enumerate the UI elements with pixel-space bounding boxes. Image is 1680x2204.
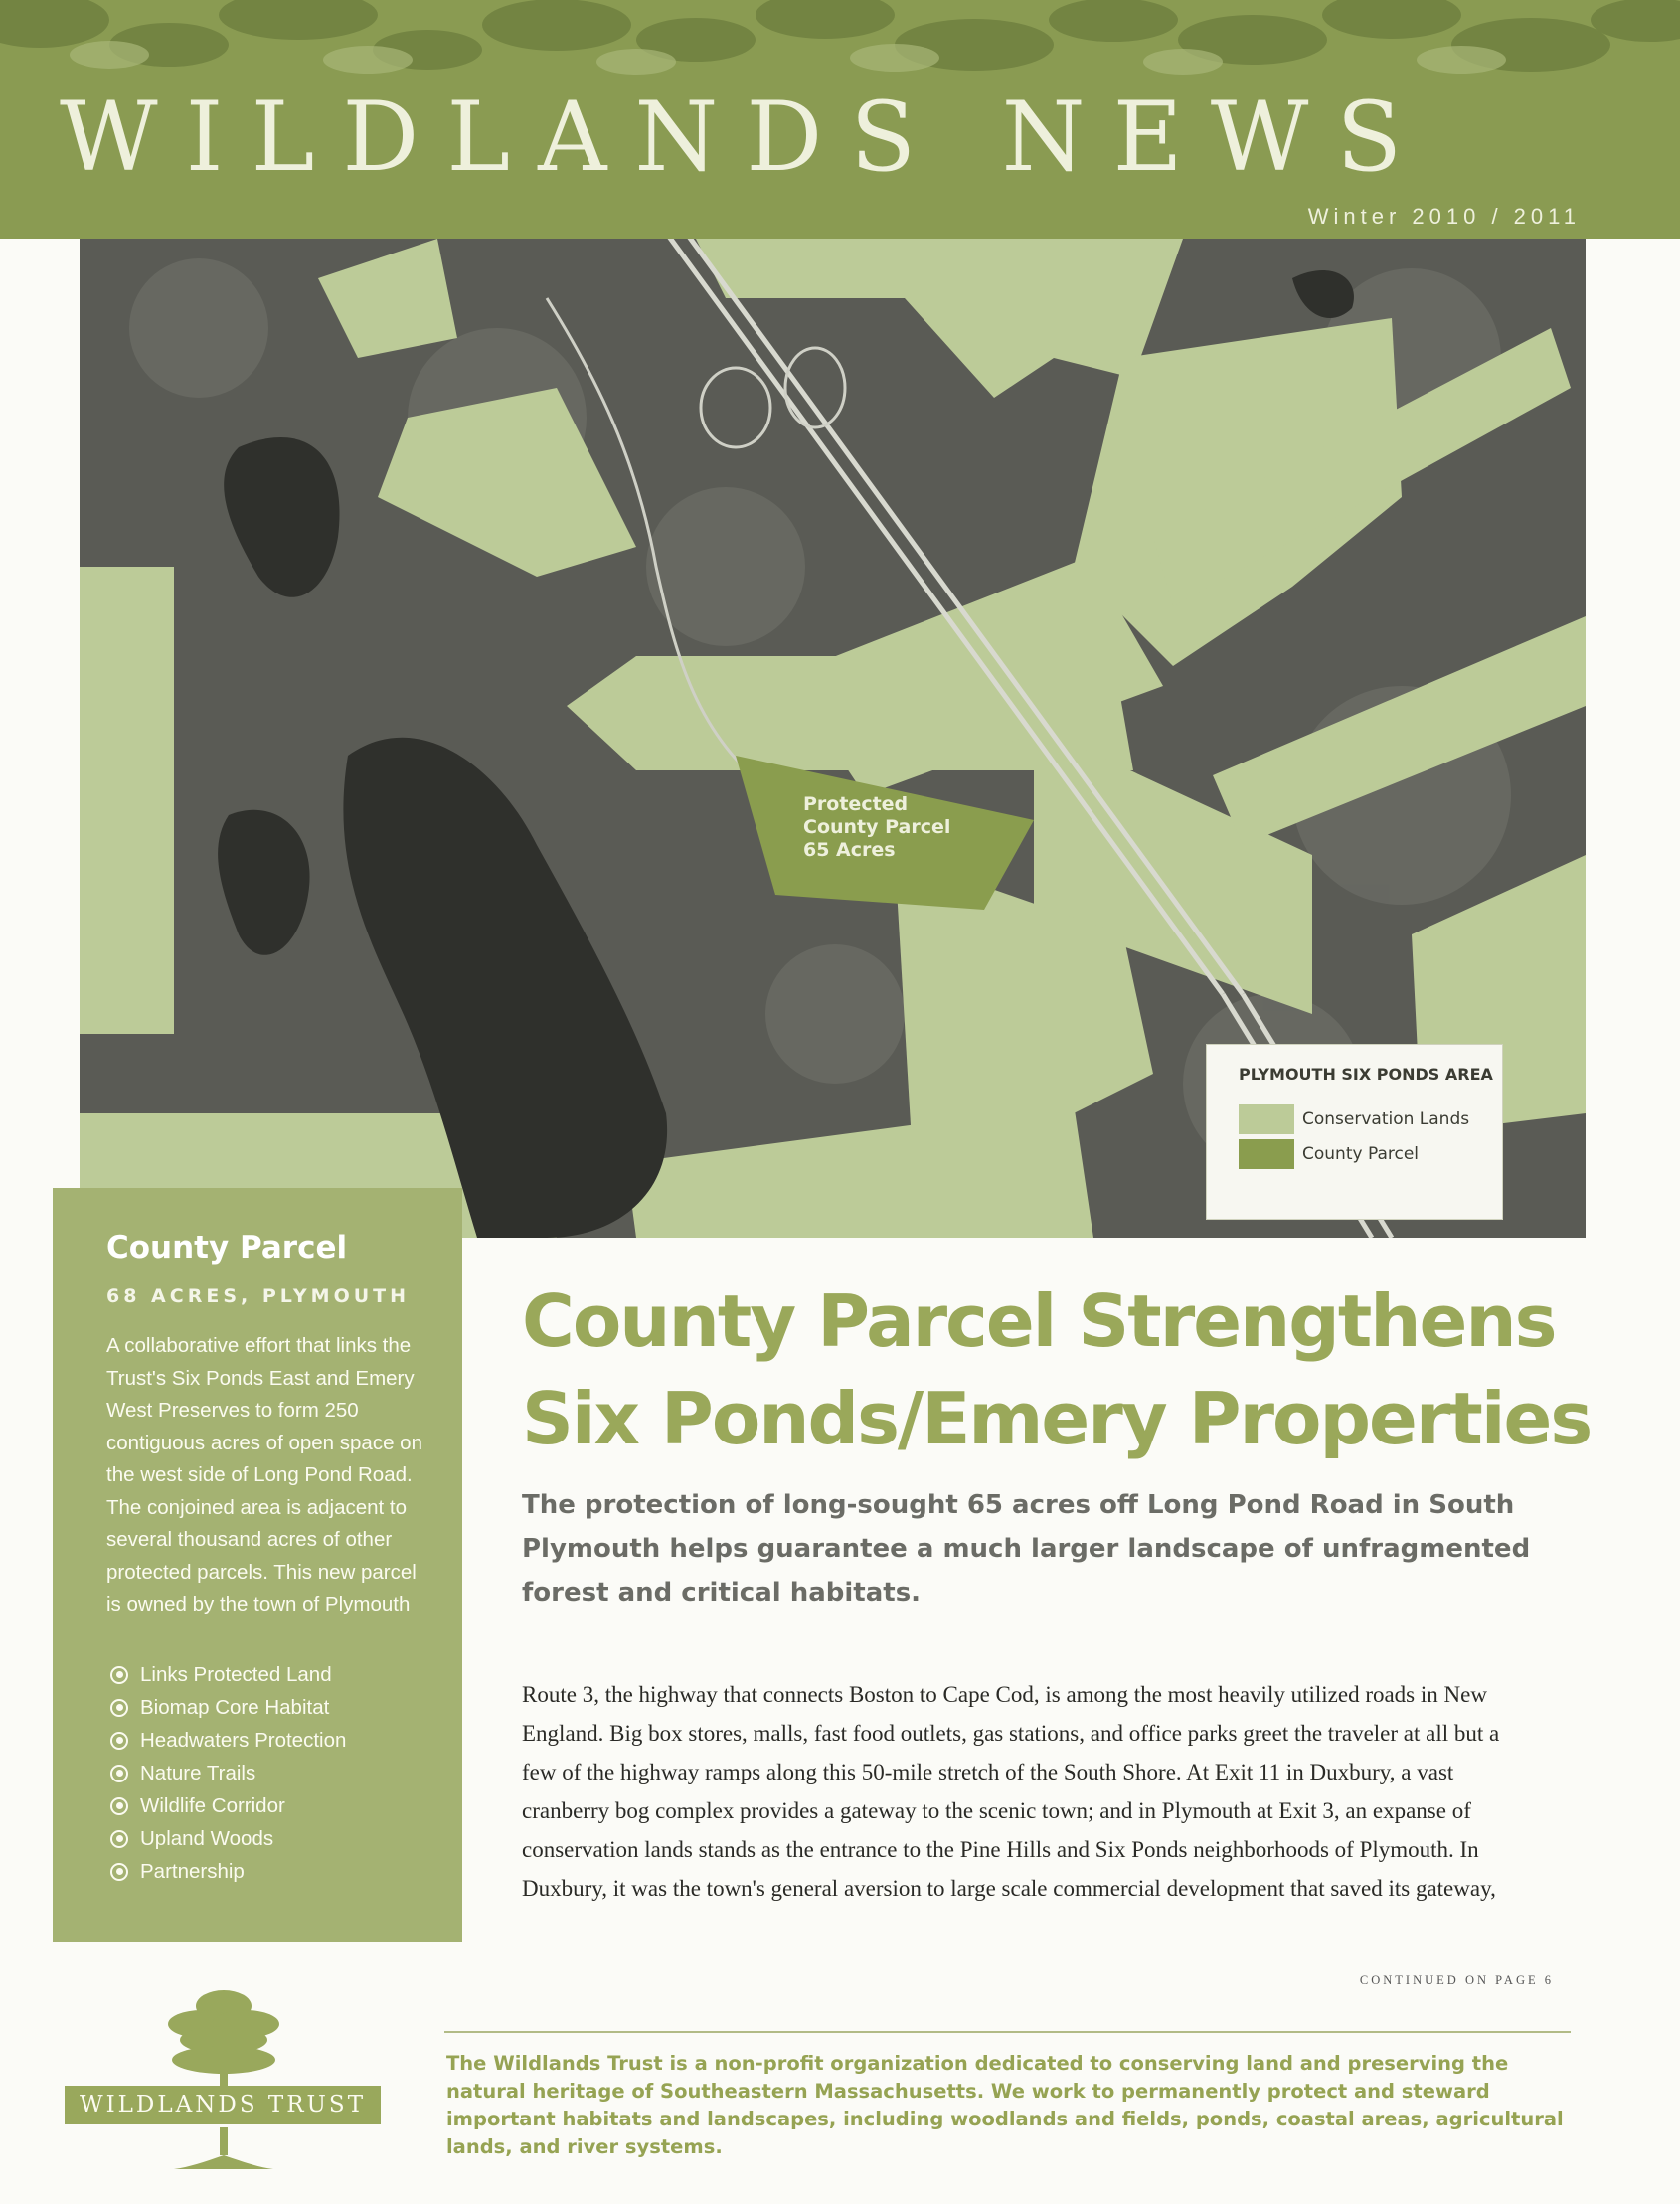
bullet-icon: [110, 1666, 128, 1684]
divider: [444, 2031, 1571, 2033]
legend-title: PLYMOUTH SIX PONDS AREA: [1239, 1065, 1493, 1084]
legend-swatch: [1239, 1104, 1294, 1134]
list-item: [110, 1658, 346, 1691]
bullet-icon: [110, 1732, 128, 1750]
article-body: Route 3, the highway that connects Boston to Cape Cod, is among the most heavily utilized roads in New England. Big box stores, malls, fast food outlets, gas stations, and office parks greet the traveler at all but a few of the highway ramps along this 50-mile stretch of the South Shore. At Exit 11 in Duxbury, a vast cranberry bog complex provides a gateway to the scenic town; and in Plymouth at Exit 3, an expanse of conservation lands stands as the entrance to the Pine Hills and Six Ponds neighborhoods of Plymouth. In Duxbury, it was the town's general aversion to large scale commercial development that saved its gateway,: [522, 1682, 1500, 1901]
sidebar-description: A collaborative effort that links the Trust's Six Ponds East and Emery West Preserves to form 250 contiguous acres of open space on the west side of Long Pond Road. The conjoined area is adjacent to several thousand acres of other protected parcels. This new parcel is owned by the town of Plymouth: [106, 1334, 422, 1615]
wildlands-trust-logo: [65, 1978, 383, 2172]
parcel-label: [803, 793, 1042, 862]
article-deck: The protection of long-sought 65 acres off Long Pond Road in South Plymouth helps guarantee a much larger landscape of unfragmented forest and critical habitats.: [522, 1490, 1531, 1608]
parcel-label-line: 65 Acres: [803, 839, 896, 861]
list-item: [110, 1757, 346, 1789]
feature-label: Links Protected Land: [140, 1662, 332, 1686]
map-legend: [1206, 1044, 1503, 1220]
headline-line: Six Ponds/Emery Properties: [522, 1377, 1592, 1460]
masthead-title: WILDLANDS NEWS: [60, 82, 1430, 193]
sidebar-box: [53, 1188, 462, 1942]
feature-list: [110, 1658, 346, 1888]
leaf-pattern-decoration: [0, 0, 1680, 89]
bullet-icon: [110, 1765, 128, 1782]
mission-statement: The Wildlands Trust is a non-profit organization dedicated to conserving land and preserving the natural heritage of Southeastern Massachusetts. We work to permanently protect and steward important habitats and landscapes, including woodlands and fields, ponds, coastal areas, agricultural lands, and river systems.: [446, 2052, 1564, 2158]
feature-label: Partnership: [140, 1859, 245, 1883]
list-item: [110, 1789, 346, 1822]
bullet-icon: [110, 1830, 128, 1848]
list-item: [110, 1822, 346, 1855]
parcel-label-line: County Parcel: [803, 816, 951, 838]
legend-label: Conservation Lands: [1302, 1109, 1470, 1129]
logo-name: WILDLANDS TRUST: [65, 2086, 381, 2124]
legend-swatch: [1239, 1139, 1294, 1169]
bullet-icon: [110, 1863, 128, 1881]
bullet-icon: [110, 1699, 128, 1717]
feature-label: Upland Woods: [140, 1826, 274, 1850]
feature-label: Nature Trails: [140, 1761, 256, 1784]
feature-label: Wildlife Corridor: [140, 1793, 285, 1817]
bullet-icon: [110, 1797, 128, 1815]
list-item: [110, 1724, 346, 1757]
sidebar-subtitle: 68 ACRES, PLYMOUTH: [106, 1285, 411, 1307]
headline-line: County Parcel Strengthens: [522, 1279, 1556, 1363]
article-headline: [522, 1272, 1625, 1467]
aerial-map: [80, 239, 1586, 1238]
tree-icon: [65, 1978, 383, 2172]
issue-date: Winter 2010 / 2011: [1307, 204, 1581, 229]
continued-note: CONTINUED ON PAGE 6: [1359, 1973, 1554, 1987]
list-item: [110, 1691, 346, 1724]
masthead: [0, 0, 1680, 239]
legend-label: County Parcel: [1302, 1144, 1419, 1164]
sidebar-title: County Parcel: [106, 1230, 348, 1266]
parcel-label-line: Protected: [803, 793, 909, 815]
list-item: [110, 1855, 346, 1888]
feature-label: Headwaters Protection: [140, 1728, 347, 1752]
feature-label: Biomap Core Habitat: [140, 1695, 330, 1719]
